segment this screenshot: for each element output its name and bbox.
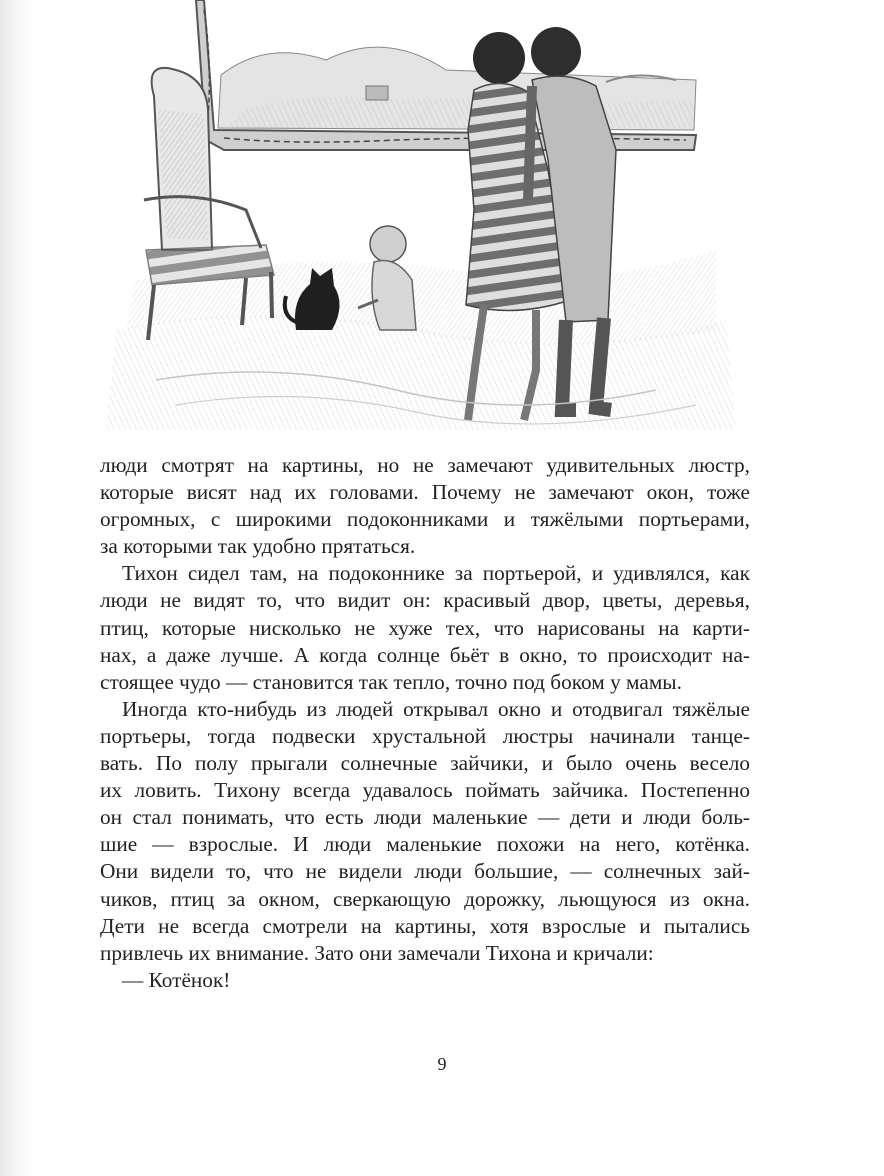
text-line: огромных, с широкими подоконниками и тяжёлыми портьерами,	[100, 507, 750, 532]
paragraph-3	[100, 696, 750, 967]
page-edge-shadow	[0, 0, 34, 1176]
text-line: за которыми так удобно прятаться.	[100, 534, 416, 559]
text-line: Дети не всегда смотрели на картины, хотя взрослые и пытались	[100, 913, 750, 938]
illustration	[96, 0, 744, 440]
paragraph-1	[100, 452, 750, 560]
text-line: Они видели то, что не видели люди большие, — солнечных зай-	[100, 859, 750, 884]
body-text	[100, 452, 750, 994]
text-line: их ловить. Тихону всегда удавалось поймать зайчика. Постепенно	[100, 778, 750, 803]
text-line: птиц, которые нисколько не хуже тех, что нарисованы на карти-	[100, 615, 750, 640]
text-line: — Котёнок!	[122, 967, 231, 992]
text-line: нах, а даже лучше. А когда солнце бьёт в окно, то происходит на-	[100, 642, 750, 667]
text-line: Иногда кто-нибудь из людей открывал окно и отодвигал тяжёлые	[122, 696, 750, 721]
text-line: люди смотрят на картины, но не замечают удивительных люстр,	[100, 453, 750, 477]
gallery-sketch-icon	[96, 0, 744, 440]
text-line: Тихон сидел там, на подоконнике за портьерой, и удивлялся, как	[122, 561, 750, 586]
paragraph-2	[100, 560, 750, 695]
text-line: люди не видят то, что видит он: красивый двор, цветы, деревья,	[100, 588, 750, 613]
text-line: стоящее чудо — становится так тепло, точно под боком у мамы.	[100, 669, 682, 694]
text-line: шие — взрослые. И люди маленькие похожи на него, котёнка.	[100, 832, 750, 857]
text-line: привлечь их внимание. Зато они замечали Тихона и кричали:	[100, 940, 654, 965]
page-number: 9	[437, 1054, 447, 1074]
text-line: он стал понимать, что есть люди маленькие — дети и люди боль-	[100, 805, 750, 830]
paragraph-4	[100, 967, 750, 994]
text-line: вать. По полу прыгали солнечные зайчики, и было очень весело	[100, 751, 750, 776]
text-line: чиков, птиц за окном, сверкающую дорожку, льющуюся из окна.	[100, 886, 750, 911]
text-line: которые висят над их головами. Почему не замечают окон, тоже	[100, 480, 750, 505]
text-line: портьеры, тогда подвески хрустальной люстры начинали танце-	[100, 723, 750, 748]
